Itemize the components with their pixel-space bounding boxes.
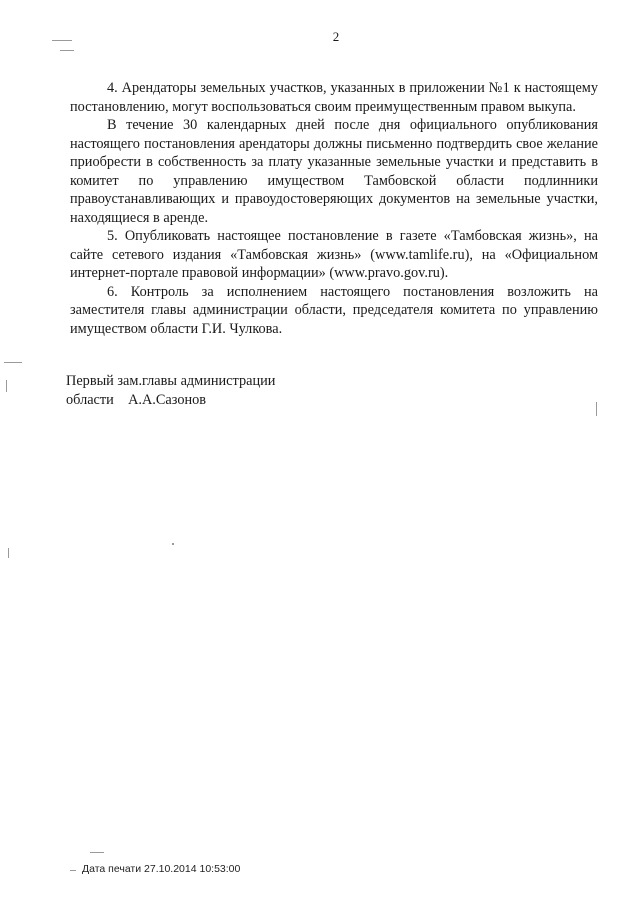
- scan-noise: [90, 852, 104, 853]
- scan-noise: [4, 362, 22, 363]
- paragraph-confirmation-deadline: В течение 30 календарных дней после дня официального опубликования настоящего постановления арендаторы должны письменно подтвердить свое желание приобрести в собственность за плату указанные земельные участки и представить в комитет по управлению имуществом Тамбовской области подлинники правоустанавливающих и правоудостоверяющих документов на земельные участки, находящиеся в аренде.: [70, 117, 598, 226]
- signature-block: [66, 372, 275, 409]
- paragraph-preemptive-right: 4. Арендаторы земельных участков, указанных в приложении №1 к настоящему постановлению, могут воспользоваться своим преимущественным правом выкупа.: [70, 80, 598, 115]
- scan-noise: [60, 50, 74, 51]
- scan-noise: [596, 402, 597, 416]
- scan-noise: [70, 870, 76, 871]
- scan-noise: [6, 380, 7, 392]
- paragraph-control: 6. Контроль за исполнением настоящего постановления возложить на заместителя главы администрации области, председателя комитета по управлению имуществом области Г.И. Чулкова.: [70, 283, 598, 337]
- signature-position: Первый зам.главы администрации: [66, 373, 276, 389]
- document-body: [70, 79, 598, 338]
- scan-noise: [172, 543, 174, 545]
- scan-noise: [8, 548, 9, 558]
- page-number: 2: [332, 29, 340, 44]
- print-date: Дата печати 27.10.2014 10:53:00: [82, 863, 241, 875]
- paragraph-publication: 5. Опубликовать настоящее постановление в газете «Тамбовская жизнь», на сайте сетевого издания «Тамбовская жизнь» (www.tamlife.ru), на «Официальном интернет-портале правовой информации» (www.pravo.gov.ru).: [70, 228, 598, 281]
- scan-noise: [52, 40, 72, 41]
- signature-name: области А.А.Сазонов: [66, 391, 207, 408]
